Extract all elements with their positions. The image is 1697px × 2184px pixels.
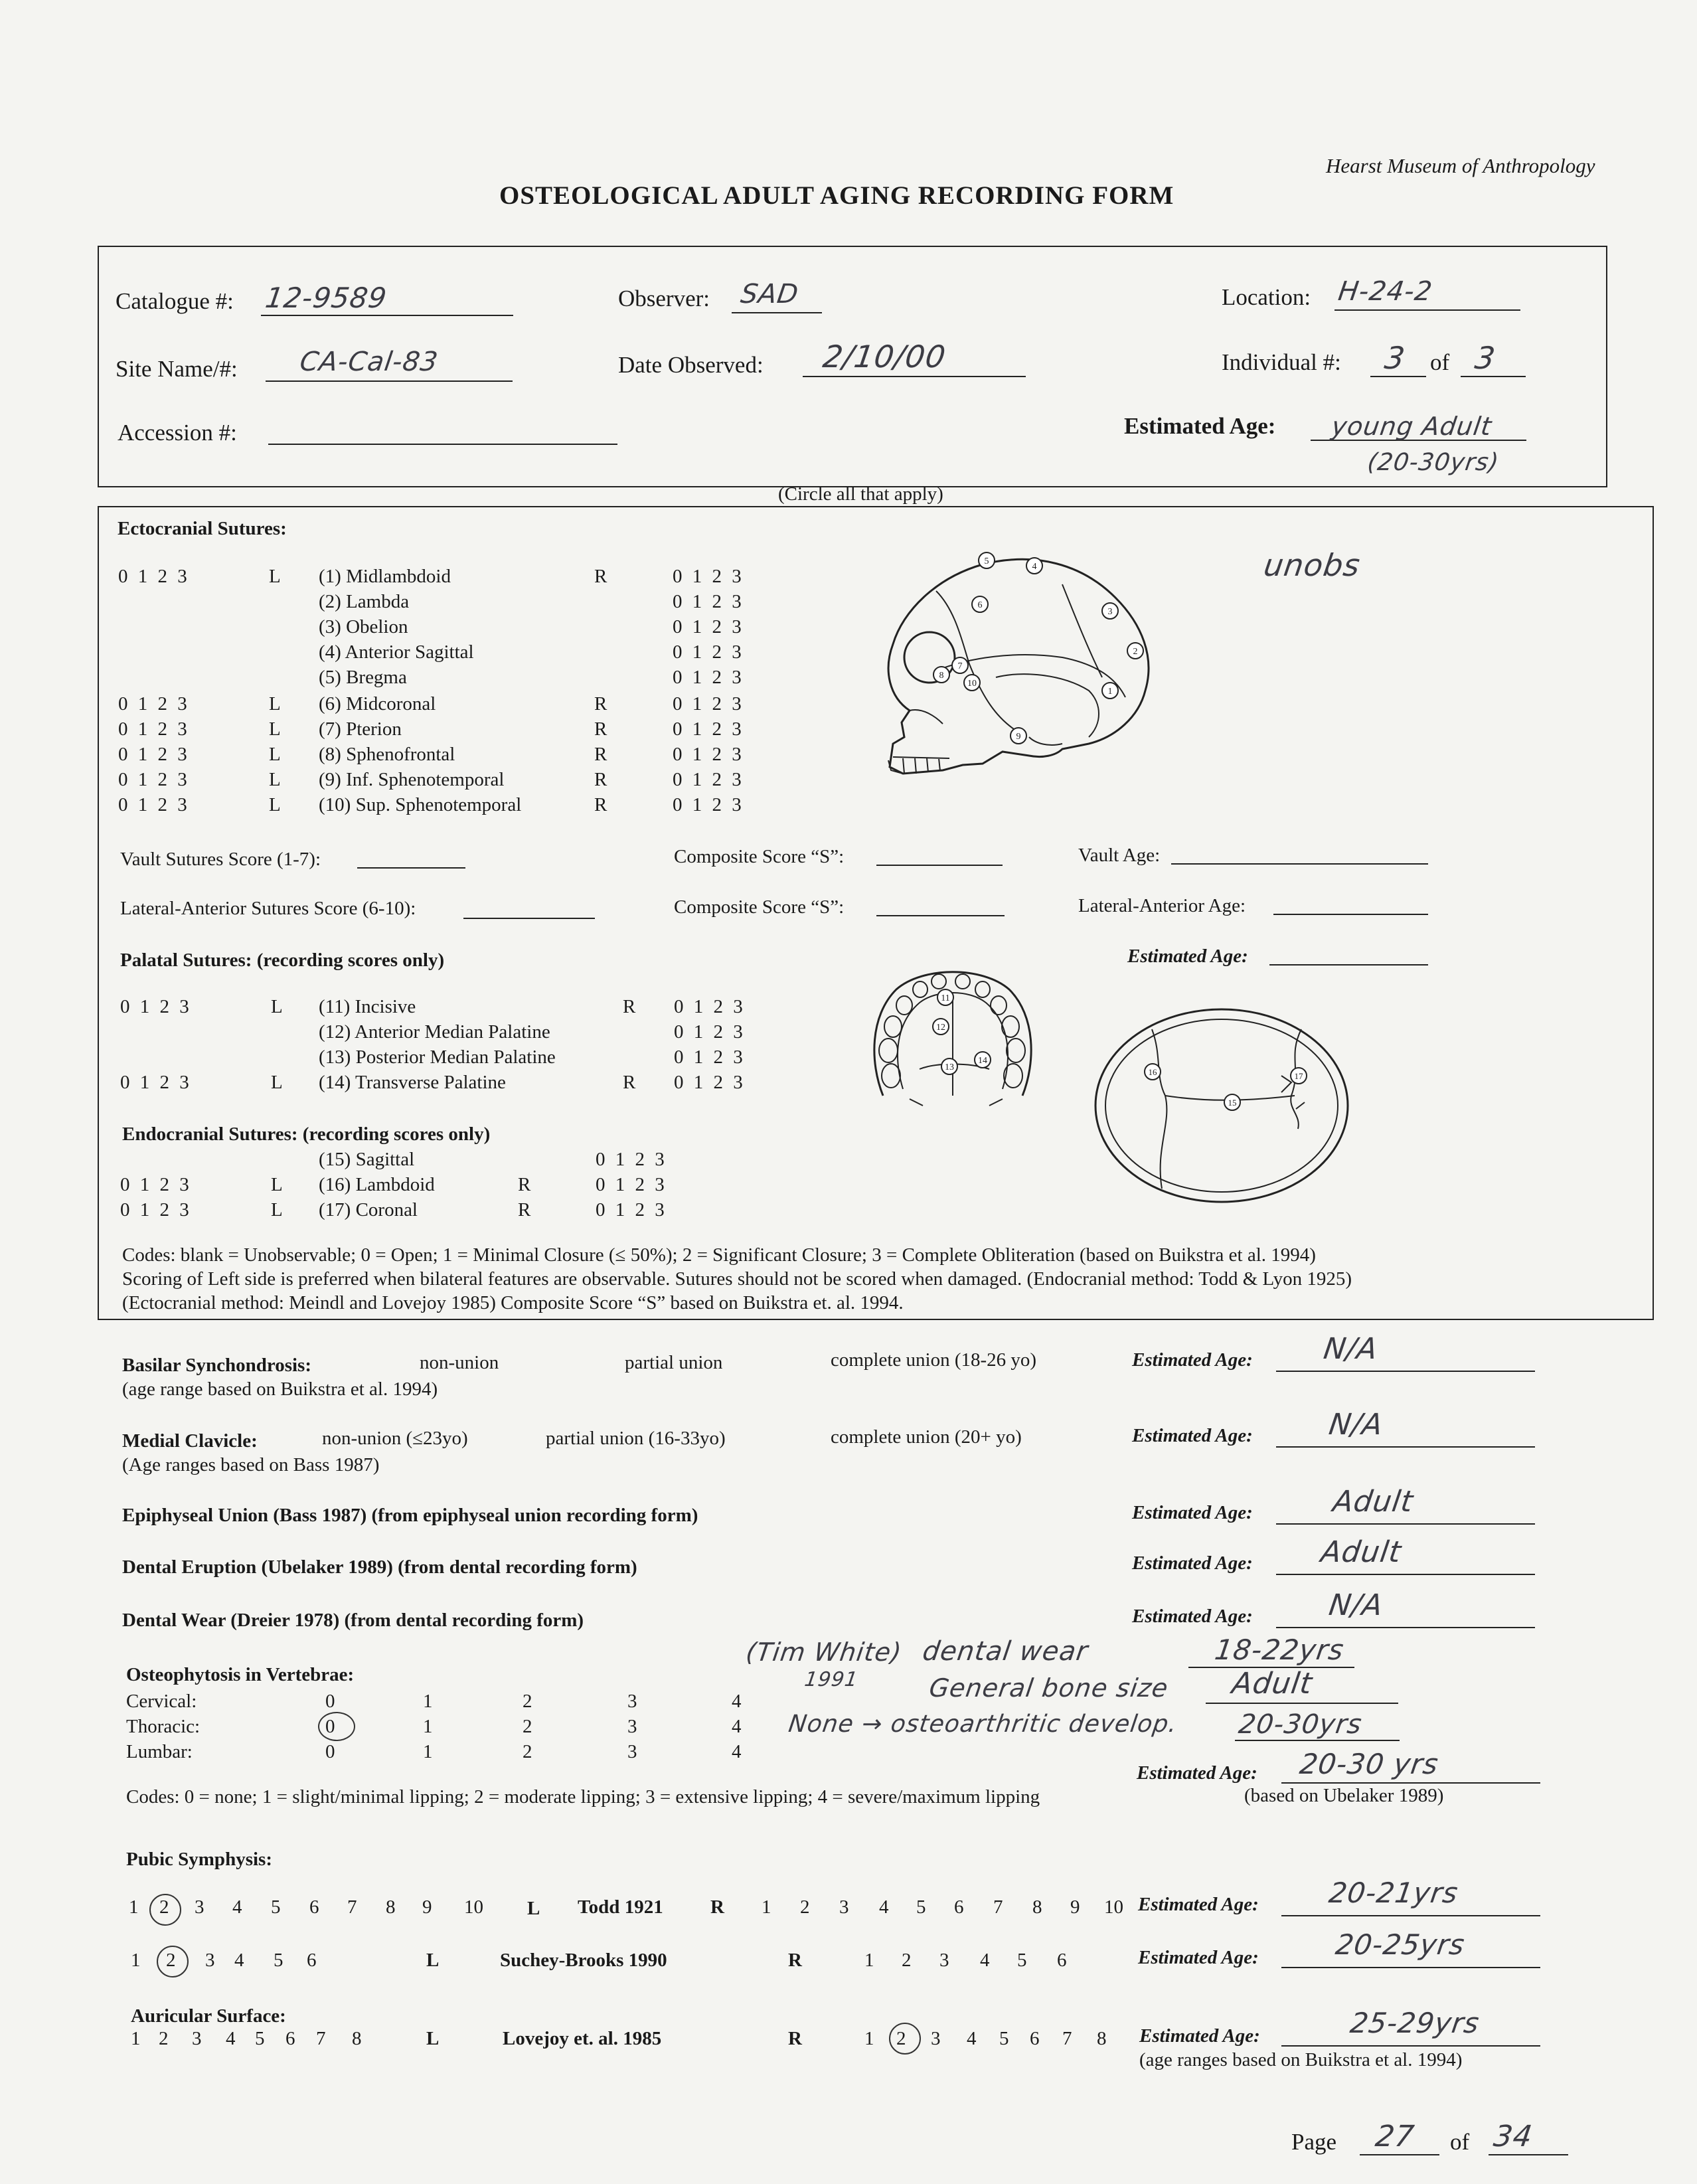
todd-left-option[interactable]: 4 xyxy=(232,1896,242,1918)
todd-est-field[interactable] xyxy=(1281,1915,1540,1916)
accession-field[interactable] xyxy=(268,444,617,445)
wear-est-field[interactable] xyxy=(1276,1627,1535,1628)
skull-marker-label: 6 xyxy=(977,600,983,610)
suchey-left-option[interactable]: 1 xyxy=(131,1950,141,1971)
ecto-suture-name: (3) Obelion xyxy=(319,616,408,637)
auricular-left-option[interactable]: 6 xyxy=(285,2028,295,2049)
ecto-est-age-field[interactable] xyxy=(1269,964,1428,966)
todd-left-option[interactable]: 7 xyxy=(347,1896,357,1918)
auricular-right-option[interactable]: 5 xyxy=(999,2028,1009,2049)
suchey-est-label: Estimated Age: xyxy=(1138,1947,1259,1968)
osteo-note-2: General bone size xyxy=(927,1673,1171,1703)
composite-label-2: Composite Score “S”: xyxy=(674,896,845,918)
lat-age-label: Lateral-Anterior Age: xyxy=(1078,895,1246,916)
clavicle-label: Medial Clavicle: xyxy=(122,1430,258,1452)
individual-total: 3 xyxy=(1473,340,1498,376)
ecto-right-R: R xyxy=(594,794,607,815)
date-field[interactable] xyxy=(803,376,1026,377)
osteo-note-year: 1991 xyxy=(803,1668,860,1691)
est-age-range: (20-30yrs) xyxy=(1366,449,1501,476)
ecto-right-scale[interactable]: 0 1 2 3 xyxy=(673,667,744,688)
osteo-est-value: 20-30 yrs xyxy=(1297,1748,1441,1780)
auricular-R: R xyxy=(788,2028,802,2049)
todd-right-option[interactable]: 2 xyxy=(800,1896,810,1918)
todd-left-option[interactable]: 1 xyxy=(129,1896,139,1918)
auricular-left-option[interactable]: 3 xyxy=(192,2028,202,2049)
lat-score-label: Lateral-Anterior Sutures Score (6-10): xyxy=(120,898,416,919)
ecto-right-R: R xyxy=(594,718,607,740)
catalogue-label: Catalogue #: xyxy=(116,288,234,314)
vault-age-label: Vault Age: xyxy=(1078,845,1161,866)
suchey-est-value: 20-25yrs xyxy=(1333,1928,1467,1961)
ecto-note: unobs xyxy=(1261,547,1363,583)
palate-marker-label: 11 xyxy=(941,993,950,1003)
osteo-score-option[interactable]: 4 xyxy=(732,1691,742,1712)
ecto-left-L: L xyxy=(269,744,281,765)
palatal-heading: Palatal Sutures: (recording scores only) xyxy=(120,950,445,971)
location-label: Location: xyxy=(1222,284,1311,310)
ecto-suture-name: (10) Sup. Sphenotemporal xyxy=(319,794,522,815)
ecto-left-scale[interactable]: 0 1 2 3 xyxy=(118,566,190,587)
todd-left-option[interactable]: 9 xyxy=(422,1896,432,1918)
osteo-note-author: (Tim White) xyxy=(744,1638,904,1667)
suchey-left-option[interactable]: 3 xyxy=(205,1950,215,1971)
osteo-row-label: Lumbar: xyxy=(126,1741,193,1762)
suchey-right-option[interactable]: 5 xyxy=(1017,1950,1027,1971)
todd-right-option[interactable]: 8 xyxy=(1032,1896,1042,1918)
lat-age-field[interactable] xyxy=(1273,914,1428,915)
skull-marker-label: 8 xyxy=(939,671,944,681)
auricular-right-option[interactable]: 6 xyxy=(1030,2028,1040,2049)
wear-est-value: N/A xyxy=(1327,1588,1386,1622)
eruption-est-value: Adult xyxy=(1319,1535,1404,1569)
ecto-suture-name: (4) Anterior Sagittal xyxy=(319,641,474,663)
palatal-suture-name: (12) Anterior Median Palatine xyxy=(319,1021,550,1043)
clavicle-opt-partial[interactable]: partial union (16-33yo) xyxy=(546,1428,726,1449)
lat-score-field[interactable] xyxy=(463,918,595,919)
osteo-est-field[interactable] xyxy=(1281,1782,1540,1784)
wear-est-label: Estimated Age: xyxy=(1132,1606,1253,1627)
suchey-left-option[interactable]: 2 xyxy=(166,1950,176,1971)
endo-right-R: R xyxy=(518,1199,531,1220)
basilar-opt-nonunion[interactable]: non-union xyxy=(420,1352,499,1373)
ecto-right-R: R xyxy=(594,769,607,790)
individual-field[interactable] xyxy=(1370,376,1426,377)
osteo-note-3-value: 20-30yrs xyxy=(1236,1709,1364,1740)
ecto-right-scale[interactable]: 0 1 2 3 xyxy=(673,693,744,714)
codes-line-2: Scoring of Left side is preferred when bilateral features are observable. Sutures should not be scored when damaged. (Endocranial method: Todd & Lyon 1925) xyxy=(122,1268,1352,1290)
basilar-sub: (age range based on Buikstra et al. 1994) xyxy=(122,1379,438,1400)
osteo-score-option[interactable]: 0 xyxy=(325,1691,335,1712)
ecto-suture-name: (5) Bregma xyxy=(319,667,407,688)
catalogue-value: 12-9589 xyxy=(263,282,389,314)
ecto-left-L: L xyxy=(269,718,281,740)
ecto-right-scale[interactable]: 0 1 2 3 xyxy=(673,718,744,740)
clavicle-opt-complete[interactable]: complete union (20+ yo) xyxy=(831,1426,1022,1448)
todd-left-option[interactable]: 10 xyxy=(464,1896,483,1918)
est-age-value: young Adult xyxy=(1329,412,1494,441)
date-value: 2/10/00 xyxy=(821,339,949,375)
osteo-based: (based on Ubelaker 1989) xyxy=(1244,1785,1444,1806)
osteo-score-option[interactable]: 3 xyxy=(627,1716,637,1737)
suchey-est-field[interactable] xyxy=(1281,1967,1540,1968)
suchey-right-option[interactable]: 1 xyxy=(864,1950,874,1971)
endo-marker-label: 16 xyxy=(1148,1067,1157,1077)
todd-est-label: Estimated Age: xyxy=(1138,1894,1259,1915)
epiphyseal-est-label: Estimated Age: xyxy=(1132,1502,1253,1523)
observer-value: SAD xyxy=(738,279,801,309)
suchey-right-option[interactable]: 6 xyxy=(1057,1950,1067,1971)
auricular-est-label: Estimated Age: xyxy=(1139,2025,1260,2047)
todd-right-option[interactable]: 6 xyxy=(954,1896,964,1918)
ecto-left-scale[interactable]: 0 1 2 3 xyxy=(118,744,190,765)
todd-right-option[interactable]: 4 xyxy=(879,1896,889,1918)
auricular-right-option[interactable]: 3 xyxy=(931,2028,941,2049)
ecto-heading: Ectocranial Sutures: xyxy=(118,518,287,539)
osteo-score-option[interactable]: 1 xyxy=(423,1741,433,1762)
palatal-right-scale[interactable]: 0 1 2 3 xyxy=(674,1021,746,1043)
suchey-left-option[interactable]: 4 xyxy=(234,1950,244,1971)
ecto-right-scale[interactable]: 0 1 2 3 xyxy=(673,591,744,612)
basilar-opt-complete[interactable]: complete union (18-26 yo) xyxy=(831,1349,1037,1371)
observer-field[interactable] xyxy=(732,312,822,313)
page-of: of xyxy=(1450,2129,1470,2155)
auricular-left-option[interactable]: 8 xyxy=(352,2028,362,2049)
palatal-suture-name: (11) Incisive xyxy=(319,996,416,1017)
osteo-est-label: Estimated Age: xyxy=(1137,1762,1257,1784)
auricular-right-option[interactable]: 4 xyxy=(967,2028,977,2049)
todd-est-value: 20-21yrs xyxy=(1327,1877,1461,1909)
ecto-right-scale[interactable]: 0 1 2 3 xyxy=(673,616,744,637)
ecto-left-scale[interactable]: 0 1 2 3 xyxy=(118,718,190,740)
page-value: 27 xyxy=(1373,2120,1417,2153)
auricular-method: Lovejoy et. al. 1985 xyxy=(503,2028,662,2049)
osteo-score-option[interactable]: 2 xyxy=(523,1691,532,1712)
endo-left-L: L xyxy=(271,1199,283,1220)
palate-marker-label: 14 xyxy=(978,1056,987,1066)
todd-left-option[interactable]: 3 xyxy=(195,1896,204,1918)
endo-left-scale[interactable]: 0 1 2 3 xyxy=(120,1174,192,1195)
osteo-score-option[interactable]: 3 xyxy=(627,1741,637,1762)
individual-of: of xyxy=(1430,349,1450,375)
individual-value: 3 xyxy=(1382,340,1408,376)
total-value: 34 xyxy=(1491,2120,1535,2153)
ecto-right-scale[interactable]: 0 1 2 3 xyxy=(673,566,744,587)
todd-left-option[interactable]: 6 xyxy=(309,1896,319,1918)
accession-label: Accession #: xyxy=(118,420,237,446)
ecto-left-scale[interactable]: 0 1 2 3 xyxy=(118,693,190,714)
site-label: Site Name/#: xyxy=(116,356,238,382)
osteo-score-option[interactable]: 1 xyxy=(423,1716,433,1737)
institution-name: Hearst Museum of Anthropology xyxy=(1326,154,1595,177)
location-field[interactable] xyxy=(1334,309,1520,311)
suchey-R: R xyxy=(788,1950,802,1971)
clavicle-sub: (Age ranges based on Bass 1987) xyxy=(122,1454,380,1475)
clavicle-opt-nonunion[interactable]: non-union (≤23yo) xyxy=(322,1428,468,1449)
eruption-est-field[interactable] xyxy=(1276,1574,1535,1575)
todd-R: R xyxy=(710,1896,724,1918)
suchey-right-option[interactable]: 3 xyxy=(939,1950,949,1971)
endo-right-R: R xyxy=(518,1174,531,1195)
todd-method: Todd 1921 xyxy=(578,1896,663,1918)
ecto-suture-name: (9) Inf. Sphenotemporal xyxy=(319,769,505,790)
palatal-right-R: R xyxy=(623,996,636,1017)
ecto-right-scale[interactable]: 0 1 2 3 xyxy=(673,641,744,663)
location-value: H-24-2 xyxy=(1336,276,1435,307)
auricular-right-option[interactable]: 2 xyxy=(896,2028,906,2049)
todd-left-option[interactable]: 5 xyxy=(271,1896,281,1918)
clavicle-est-value: N/A xyxy=(1327,1408,1386,1442)
osteo-score-option[interactable]: 2 xyxy=(523,1741,532,1762)
ecto-left-L: L xyxy=(269,693,281,714)
site-value: CA-Cal-83 xyxy=(297,347,440,377)
osteo-note-3-line xyxy=(1235,1740,1400,1741)
todd-right-option[interactable]: 3 xyxy=(839,1896,849,1918)
ecto-suture-name: (1) Midlambdoid xyxy=(319,566,451,587)
epiphyseal-est-field[interactable] xyxy=(1276,1523,1535,1525)
ecto-right-R: R xyxy=(594,693,607,714)
osteo-score-option[interactable]: 4 xyxy=(732,1741,742,1762)
endo-suture-name: (15) Sagittal xyxy=(319,1149,415,1170)
skull-marker-label: 9 xyxy=(1016,732,1021,742)
todd-left-option[interactable]: 8 xyxy=(386,1896,396,1918)
auricular-right-option[interactable]: 8 xyxy=(1097,2028,1107,2049)
clavicle-est-label: Estimated Age: xyxy=(1132,1425,1253,1446)
auricular-right-circle xyxy=(889,2023,921,2055)
ecto-right-R: R xyxy=(594,744,607,765)
basilar-opt-partial[interactable]: partial union xyxy=(625,1352,723,1373)
auricular-est-value: 25-29yrs xyxy=(1348,2007,1482,2039)
ecto-suture-name: (2) Lambda xyxy=(319,591,410,612)
palatal-left-L: L xyxy=(271,996,283,1017)
palate-marker-label: 12 xyxy=(936,1023,945,1033)
suchey-L: L xyxy=(426,1950,440,1971)
ecto-right-scale[interactable]: 0 1 2 3 xyxy=(673,769,744,790)
endo-suture-name: (17) Coronal xyxy=(319,1199,418,1220)
est-age-label: Estimated Age: xyxy=(1124,413,1276,439)
total-field[interactable] xyxy=(1489,2154,1568,2155)
palatal-right-scale[interactable]: 0 1 2 3 xyxy=(674,1072,746,1093)
palate-marker-label: 13 xyxy=(945,1062,954,1072)
palatal-left-scale[interactable]: 0 1 2 3 xyxy=(120,996,192,1017)
ecto-left-L: L xyxy=(269,769,281,790)
palate-diagram xyxy=(856,963,1049,1109)
endo-suture-name: (16) Lambdoid xyxy=(319,1174,435,1195)
endo-marker-label: 15 xyxy=(1228,1098,1237,1108)
date-label: Date Observed: xyxy=(618,352,764,378)
osteo-heading: Osteophytosis in Vertebrae: xyxy=(126,1664,355,1685)
ecto-right-scale[interactable]: 0 1 2 3 xyxy=(673,794,744,815)
auricular-L: L xyxy=(426,2028,440,2049)
osteo-row-label: Thoracic: xyxy=(126,1716,201,1737)
auricular-left-option[interactable]: 7 xyxy=(316,2028,326,2049)
epiphyseal-est-value: Adult xyxy=(1331,1485,1415,1519)
page-label: Page xyxy=(1291,2129,1337,2155)
thoracic-circle xyxy=(318,1712,355,1741)
auricular-right-option[interactable]: 1 xyxy=(864,2028,874,2049)
auricular-left-option[interactable]: 4 xyxy=(226,2028,236,2049)
todd-left-option[interactable]: 2 xyxy=(159,1896,169,1918)
auricular-heading: Auricular Surface: xyxy=(131,2005,286,2027)
ecto-suture-name: (8) Sphenofrontal xyxy=(319,744,455,765)
pubic-heading: Pubic Symphysis: xyxy=(126,1849,272,1870)
endo-left-scale[interactable]: 0 1 2 3 xyxy=(120,1199,192,1220)
todd-right-option[interactable]: 5 xyxy=(916,1896,926,1918)
ecto-right-scale[interactable]: 0 1 2 3 xyxy=(673,744,744,765)
suchey-left-circle xyxy=(157,1946,189,1977)
composite-field-1[interactable] xyxy=(876,865,1003,866)
suchey-left-option[interactable]: 5 xyxy=(274,1950,283,1971)
osteo-codes: Codes: 0 = none; 1 = slight/minimal lipping; 2 = moderate lipping; 3 = extensive lipping; 4 = severe/maximum lipping xyxy=(126,1786,1040,1807)
osteo-note-2-line xyxy=(1206,1703,1398,1704)
skull-marker-label: 10 xyxy=(967,679,977,689)
palatal-suture-name: (14) Transverse Palatine xyxy=(319,1072,506,1093)
palatal-right-scale[interactable]: 0 1 2 3 xyxy=(674,996,746,1017)
site-field[interactable] xyxy=(266,380,513,382)
auricular-sub: (age ranges based on Buikstra et al. 1994) xyxy=(1139,2049,1463,2070)
eruption-est-label: Estimated Age: xyxy=(1132,1553,1253,1574)
form-title: OSTEOLOGICAL ADULT AGING RECORDING FORM xyxy=(499,181,1174,210)
palatal-left-L: L xyxy=(271,1072,283,1093)
epiphyseal-label: Epiphyseal Union (Bass 1987) (from epiphyseal union recording form) xyxy=(122,1505,698,1526)
todd-right-option[interactable]: 10 xyxy=(1104,1896,1123,1918)
palatal-right-R: R xyxy=(623,1072,636,1093)
endo-heading: Endocranial Sutures: (recording scores only) xyxy=(122,1124,491,1145)
palatal-left-scale[interactable]: 0 1 2 3 xyxy=(120,1072,192,1093)
suchey-left-option[interactable]: 6 xyxy=(307,1950,317,1971)
auricular-left-option[interactable]: 5 xyxy=(255,2028,265,2049)
todd-right-option[interactable]: 1 xyxy=(762,1896,771,1918)
palatal-suture-name: (13) Posterior Median Palatine xyxy=(319,1047,556,1068)
osteo-score-option[interactable]: 2 xyxy=(523,1716,532,1737)
palatal-right-scale[interactable]: 0 1 2 3 xyxy=(674,1047,746,1068)
skull-marker-label: 3 xyxy=(1107,607,1113,617)
circle-note: (Circle all that apply) xyxy=(778,483,943,505)
codes-line-1: Codes: blank = Unobservable; 0 = Open; 1 = Minimal Closure (≤ 50%); 2 = Significant Closure; 3 = Complete Obliteration (based on Buikstra et al. 1994) xyxy=(122,1244,1316,1266)
skull-marker-label: 7 xyxy=(957,661,963,671)
osteo-note-2-value: Adult xyxy=(1230,1667,1315,1701)
ecto-right-R: R xyxy=(594,566,607,587)
osteo-score-option[interactable]: 4 xyxy=(732,1716,742,1737)
individual-label: Individual #: xyxy=(1222,349,1341,375)
endo-marker-label: 17 xyxy=(1294,1071,1303,1081)
page-field[interactable] xyxy=(1360,2154,1439,2155)
osteo-note-1-value: 18-22yrs xyxy=(1212,1634,1346,1666)
skull-lateral-diagram xyxy=(863,545,1169,790)
auricular-left-option[interactable]: 2 xyxy=(159,2028,169,2049)
suchey-right-option[interactable]: 2 xyxy=(902,1950,912,1971)
ecto-suture-name: (6) Midcoronal xyxy=(319,693,436,714)
osteo-score-option[interactable]: 0 xyxy=(325,1741,335,1762)
wear-label: Dental Wear (Dreier 1978) (from dental recording form) xyxy=(122,1610,584,1631)
todd-right-option[interactable]: 7 xyxy=(993,1896,1003,1918)
ecto-left-scale[interactable]: 0 1 2 3 xyxy=(118,794,190,815)
codes-line-3: (Ectocranial method: Meindl and Lovejoy 1985) Composite Score “S” based on Buikstra et. al. 1994. xyxy=(122,1292,904,1313)
osteo-score-option[interactable]: 0 xyxy=(325,1716,335,1737)
observer-label: Observer: xyxy=(618,286,710,311)
eruption-label: Dental Eruption (Ubelaker 1989) (from dental recording form) xyxy=(122,1556,637,1578)
ecto-left-L: L xyxy=(269,566,281,587)
skull-marker-label: 4 xyxy=(1032,562,1037,572)
basilar-label: Basilar Synchondrosis: xyxy=(122,1355,311,1376)
osteo-note-3: None → osteoarthritic develop. xyxy=(787,1711,1179,1738)
clavicle-est-field[interactable] xyxy=(1276,1446,1535,1448)
individual-total-field[interactable] xyxy=(1461,376,1526,377)
vault-score-field[interactable] xyxy=(357,867,465,869)
auricular-right-option[interactable]: 7 xyxy=(1062,2028,1072,2049)
endo-left-L: L xyxy=(271,1174,283,1195)
osteo-score-option[interactable]: 1 xyxy=(423,1691,433,1712)
osteo-score-option[interactable]: 3 xyxy=(627,1691,637,1712)
endocranial-diagram xyxy=(1089,1003,1354,1209)
suchey-method: Suchey-Brooks 1990 xyxy=(500,1950,667,1971)
todd-right-option[interactable]: 9 xyxy=(1070,1896,1080,1918)
skull-marker-label: 5 xyxy=(984,556,989,566)
todd-left-circle xyxy=(149,1894,181,1926)
basilar-est-label: Estimated Age: xyxy=(1132,1349,1253,1371)
basilar-est-value: N/A xyxy=(1321,1332,1380,1366)
ecto-left-L: L xyxy=(269,794,281,815)
skull-marker-label: 2 xyxy=(1133,647,1138,657)
vault-score-label: Vault Sutures Score (1-7): xyxy=(120,849,321,870)
endo-right-scale[interactable]: 0 1 2 3 xyxy=(596,1199,667,1220)
catalogue-field[interactable] xyxy=(261,315,513,316)
vault-age-field[interactable] xyxy=(1171,863,1428,865)
composite-field-2[interactable] xyxy=(876,915,1005,916)
todd-L: L xyxy=(527,1898,540,1919)
osteo-row-label: Cervical: xyxy=(126,1691,197,1712)
composite-label-1: Composite Score “S”: xyxy=(674,846,845,867)
suchey-right-option[interactable]: 4 xyxy=(980,1950,990,1971)
endo-right-scale[interactable]: 0 1 2 3 xyxy=(596,1149,667,1170)
basilar-est-field[interactable] xyxy=(1276,1371,1535,1372)
ecto-est-age-label: Estimated Age: xyxy=(1127,946,1248,967)
endo-right-scale[interactable]: 0 1 2 3 xyxy=(596,1174,667,1195)
ecto-left-scale[interactable]: 0 1 2 3 xyxy=(118,769,190,790)
ecto-suture-name: (7) Pterion xyxy=(319,718,402,740)
skull-marker-label: 1 xyxy=(1107,687,1113,697)
auricular-left-option[interactable]: 1 xyxy=(131,2028,141,2049)
osteo-note-1: dental wear xyxy=(920,1636,1090,1667)
auricular-est-field[interactable] xyxy=(1281,2045,1540,2047)
